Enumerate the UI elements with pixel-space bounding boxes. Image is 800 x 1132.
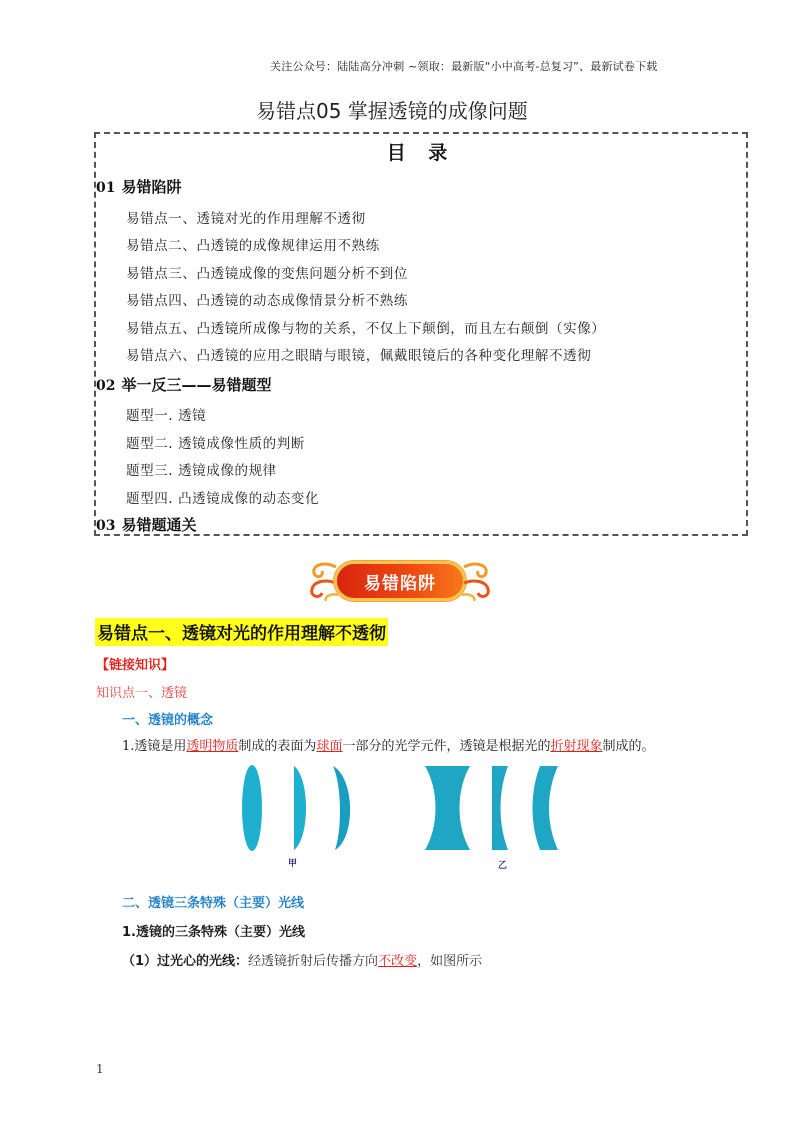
concept-paragraph: [122, 735, 655, 754]
toc-item[interactable]: 易错点一、透镜对光的作用理解不透彻: [126, 211, 366, 227]
keyword-unchanged: 不改变: [378, 954, 418, 969]
text: 1.透镜是用: [122, 739, 187, 754]
ornament-swirl-icon: [460, 559, 494, 603]
keyword-spherical-surface: 球面: [316, 739, 343, 754]
convex-meniscus-lens-icon: [333, 766, 350, 850]
toc-item[interactable]: 易错点五、凸透镜所成像与物的关系，不仅上下颠倒，而且左右颠倒（实像）: [126, 321, 606, 337]
toc-item[interactable]: 易错点二、凸透镜的成像规律运用不熟练: [126, 238, 380, 254]
document-title: 易错点05 掌握透镜的成像问题: [256, 99, 528, 123]
ray-optical-center-line: [122, 950, 482, 969]
toc-section-03[interactable]: [96, 514, 197, 535]
ray-label: （1）过光心的光线：: [122, 954, 249, 969]
toc-section-02[interactable]: [96, 374, 272, 395]
biconcave-lens-icon: [425, 766, 470, 850]
concept-heading: 一、透镜的概念: [122, 713, 214, 728]
toc-section-label: 易错陷阱: [121, 178, 182, 196]
special-rays-subheading: 1.透镜的三条特殊（主要）光线: [122, 925, 305, 940]
header-promo-note: 关注公众号：陆陆高分冲刺 ~领取：最新版“小中高考-总复习”、最新试卷下载: [270, 60, 658, 73]
text: 经透镜折射后传播方向: [248, 954, 379, 969]
page-number: 1: [96, 1062, 104, 1076]
text: 制成的。: [602, 739, 655, 754]
plano-convex-lens-icon: [294, 766, 306, 850]
keyword-transparent-material: 透明物质: [186, 739, 239, 754]
plano-concave-lens-icon: [492, 766, 508, 850]
toc-section-01[interactable]: [96, 176, 182, 197]
toc-section-number: 02: [96, 378, 116, 394]
special-rays-heading: 二、透镜三条特殊（主要）光线: [122, 896, 305, 911]
link-knowledge-label: 【链接知识】: [96, 658, 175, 673]
knowledge-point-title: 知识点一、透镜: [96, 686, 188, 701]
concave-group-label: 乙: [498, 861, 508, 871]
text: 制成的表面为: [238, 739, 317, 754]
lens-diagram: [230, 760, 580, 860]
toc-item[interactable]: 题型四. 凸透镜成像的动态变化: [126, 491, 320, 507]
keyword-refraction: 折射现象: [550, 739, 603, 754]
convex-group-label: 甲: [288, 859, 298, 869]
toc-item[interactable]: 题型三. 透镜成像的规律: [126, 463, 277, 479]
toc-section-label: 易错题通关: [121, 516, 197, 534]
biconvex-lens-icon: [242, 765, 262, 851]
toc-item[interactable]: 易错点四、凸透镜的动态成像情景分析不熟练: [126, 293, 408, 309]
table-of-contents: [94, 132, 748, 536]
lens-types-figure: [230, 760, 580, 875]
toc-item[interactable]: 易错点六、凸透镜的应用之眼睛与眼镜，佩戴眼镜后的各种变化理解不透彻: [126, 348, 592, 364]
concave-meniscus-lens-icon: [533, 766, 559, 850]
section-banner: [306, 555, 494, 607]
toc-section-number: 03: [96, 518, 116, 534]
toc-item[interactable]: 题型二. 透镜成像性质的判断: [126, 436, 305, 452]
toc-title: 目 录: [386, 142, 456, 164]
text: ，如图所示: [417, 954, 483, 969]
banner-label: 易错陷阱: [334, 561, 466, 601]
toc-section-number: 01: [96, 180, 116, 196]
error-point-heading: 易错点一、透镜对光的作用理解不透彻: [95, 618, 388, 646]
toc-item[interactable]: 易错点三、凸透镜成像的变焦问题分析不到位: [126, 266, 408, 282]
toc-section-label: 举一反三——易错题型: [121, 376, 272, 394]
text: 一部分的光学元件，透镜是根据光的: [342, 739, 551, 754]
toc-item[interactable]: 题型一. 透镜: [126, 408, 207, 424]
